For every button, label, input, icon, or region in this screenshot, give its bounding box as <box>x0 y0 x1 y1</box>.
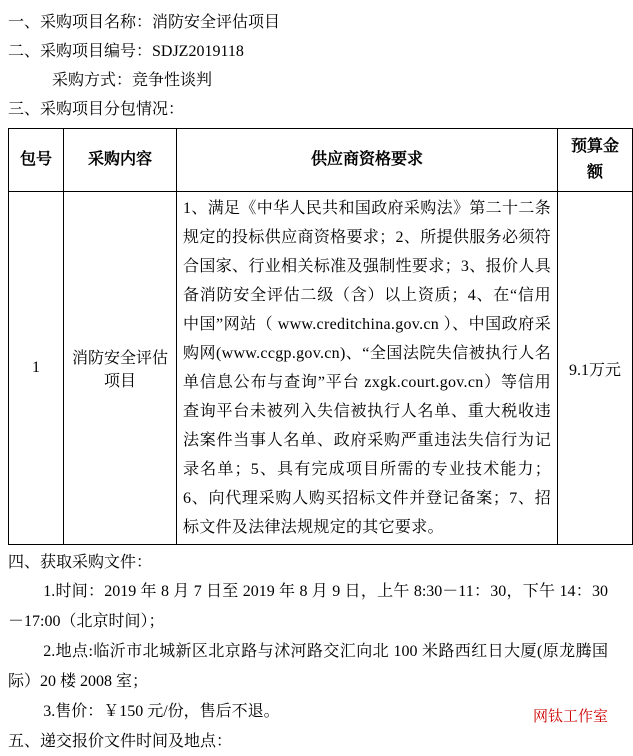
section4-item-location: 2.地点:临沂市北城新区北京路与沭河路交汇向北 100 米路西红日大厦(原龙腾国际）20 楼 2008 室； <box>8 643 608 690</box>
procurement-document <box>8 0 621 750</box>
section5-title: 五、递交报价文件时间及地点： <box>8 733 233 750</box>
table-row <box>9 192 633 545</box>
watermark: 网钛工作室 <box>532 709 608 725</box>
table-header-row <box>9 129 633 192</box>
cell-supplier-qualifications: 1、满足《中华人民共和国政府采购法》第二十二条规定的投标供应商资格要求；2、所提供服务必须符合国家、行业相关标准及强制性要求；3、报价人具备消防安全评估二级（含）以上资质；4、在“信用中国”网站（ www.creditchina.gov.cn ）、中国政府采购网(www.ccgp.gov.cn)、“全国法院失信被执行人名单信息公布与查询”平台 zxgk.court.gov.cn）等信用查询平台未被列入失信被执行人名单、重大税收违法案件当事人名单、政府采购严重违法失信行为记录名单；5、具有完成项目所需的专业技术能力；6、向代理采购人购买招标文件并登记备案；7、招标文件及法律法规规定的其它要求。 <box>177 192 558 545</box>
procurement-method-line: 采购方式：竞争性谈判 <box>52 72 213 89</box>
header-supplier-qualifications: 供应商资格要求 <box>177 129 558 192</box>
cell-budget-amount: 9.1万元 <box>558 192 633 545</box>
section4-item-time: 1.时间：2019 年 8 月 7 日至 2019 年 8 月 9 日，上午 8:30－11：30，下午 14：30－17:00（北京时间）； <box>8 583 608 630</box>
section4-item-price: 3.售价：￥150 元/份，售后不退。 <box>43 703 280 720</box>
header-procurement-content: 采购内容 <box>64 129 177 192</box>
cell-procurement-content: 消防安全评估项目 <box>64 192 177 545</box>
header-package-no: 包号 <box>9 129 64 192</box>
cell-package-no: 1 <box>9 192 64 545</box>
package-section-title: 三、采购项目分包情况： <box>8 101 185 118</box>
project-number-line: 二、采购项目编号：SDJZ2019118 <box>8 43 244 60</box>
package-info-table <box>8 128 633 545</box>
project-name-line: 一、采购项目名称：消防安全评估项目 <box>8 14 281 31</box>
section4-title: 四、获取采购文件： <box>8 554 153 571</box>
header-budget-amount: 预算金额 <box>558 129 633 192</box>
